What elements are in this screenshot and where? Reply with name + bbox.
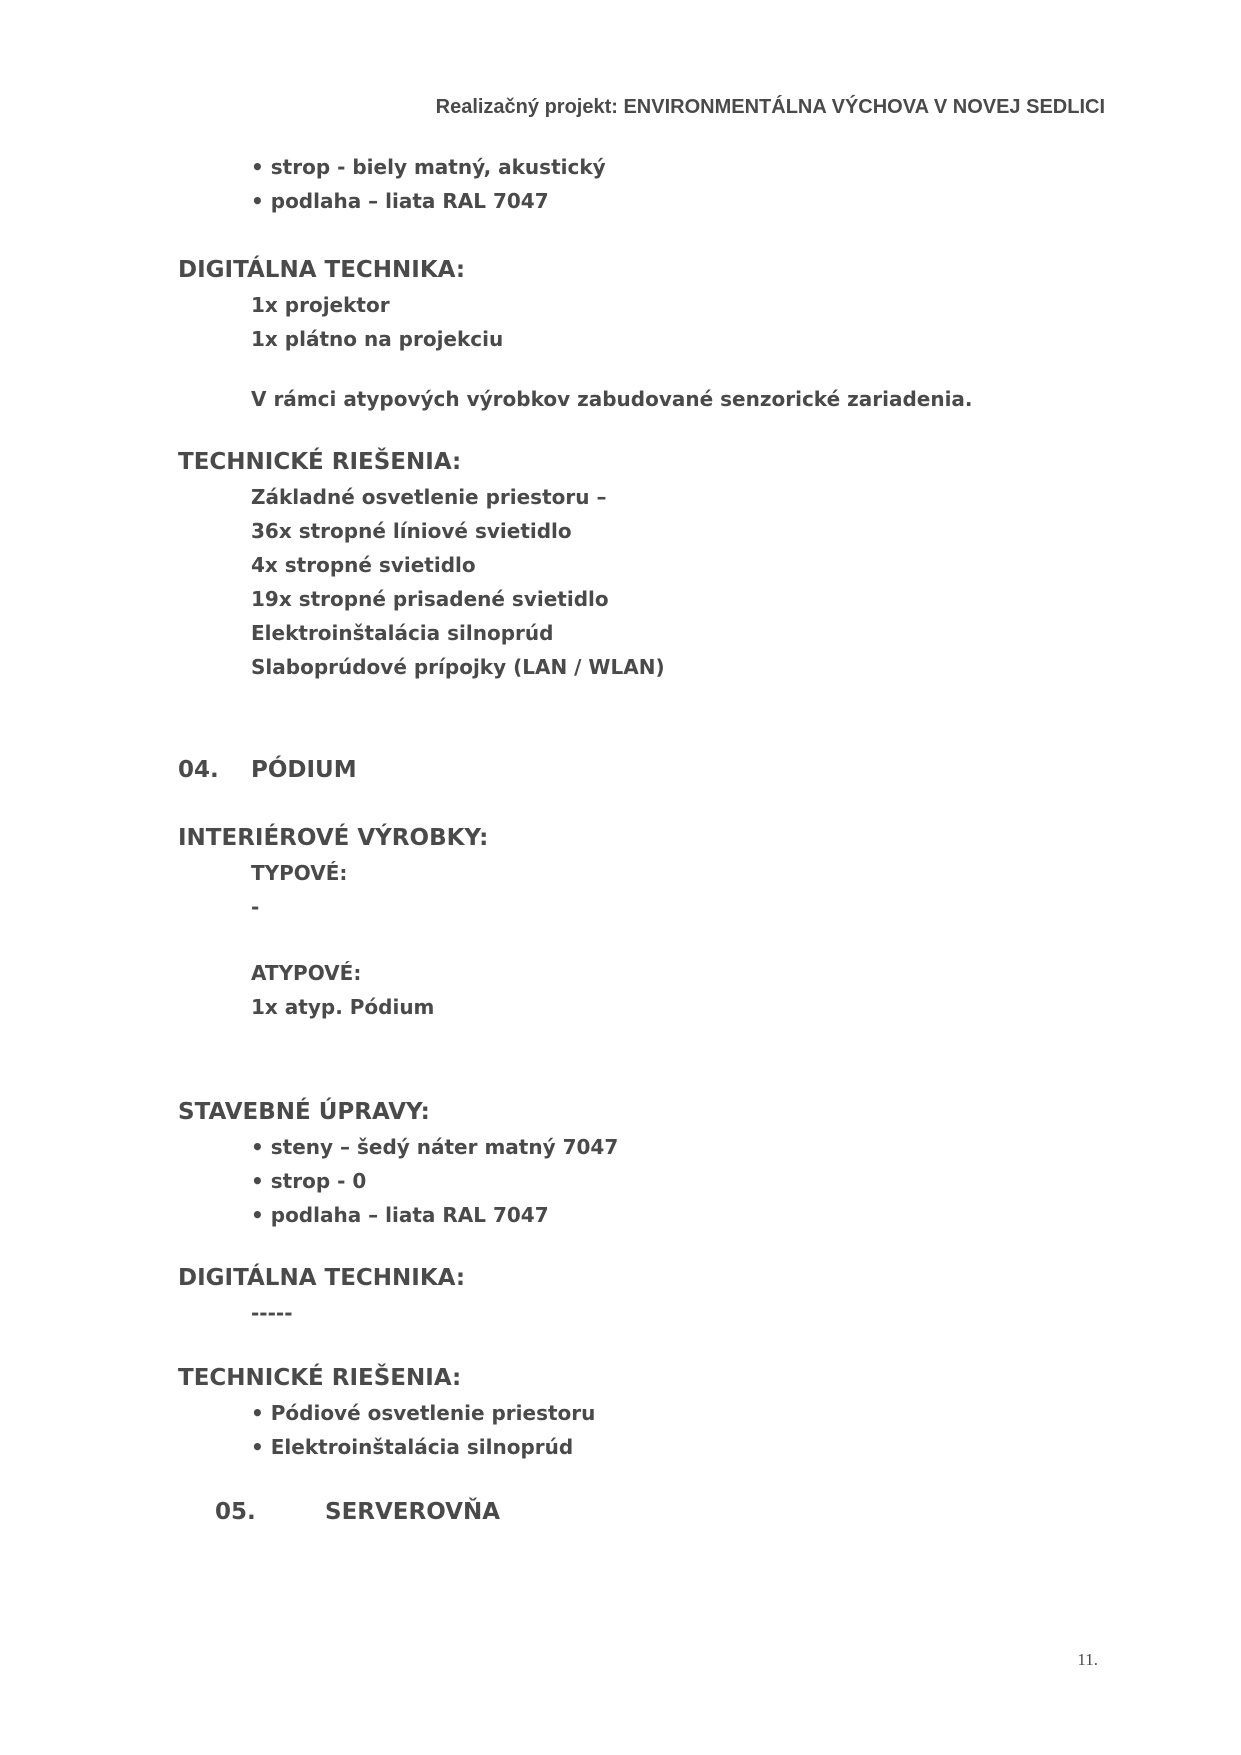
page-number: 11.	[1077, 1650, 1098, 1669]
atypove-value: 1x atyp. Pódium	[251, 995, 435, 1019]
list-item: Elektroinštalácia silnoprúd	[251, 621, 554, 645]
section-heading-technical: TECHNICKÉ RIEŠENIA:	[178, 449, 462, 475]
list-item: • strop - biely matný, akustický	[251, 155, 606, 179]
section-name: PÓDIUM	[251, 757, 357, 783]
list-item: Základné osvetlenie priestoru –	[251, 485, 607, 509]
typove-value: -	[251, 895, 260, 919]
list-item: • steny – šedý náter matný 7047	[251, 1135, 619, 1159]
typove-label: TYPOVÉ:	[251, 861, 348, 885]
list-item: Slaboprúdové prípojky (LAN / WLAN)	[251, 655, 665, 679]
section-title-05	[178, 1494, 1118, 1530]
page-content	[178, 150, 1118, 1530]
page-header: Realizačný projekt: ENVIRONMENTÁLNA VÝCHOVA V NOVEJ SEDLICI	[435, 96, 1105, 118]
list-item: 19x stropné prisadené svietidlo	[251, 587, 609, 611]
list-item: • podlaha – liata RAL 7047	[251, 1203, 549, 1227]
section-number: 04.	[178, 757, 219, 783]
section-heading-interior: INTERIÉROVÉ VÝROBKY:	[178, 825, 489, 851]
list-item: • podlaha – liata RAL 7047	[251, 189, 549, 213]
section-name: SERVEROVŇA	[325, 1499, 500, 1525]
list-item: 36x stropné líniové svietidlo	[251, 519, 572, 543]
list-item: • strop - 0	[251, 1169, 367, 1193]
list-item: 1x plátno na projekciu	[251, 327, 504, 351]
section-number: 05.	[215, 1499, 256, 1525]
atypove-label: ATYPOVÉ:	[251, 961, 362, 985]
section-heading-digital: DIGITÁLNA TECHNIKA:	[178, 257, 466, 283]
list-item: • Elektroinštalácia silnoprúd	[251, 1435, 574, 1459]
section-heading-construction: STAVEBNÉ ÚPRAVY:	[178, 1099, 430, 1125]
list-item: 4x stropné svietidlo	[251, 553, 476, 577]
section-heading-technical: TECHNICKÉ RIEŠENIA:	[178, 1365, 462, 1391]
list-item: 1x projektor	[251, 293, 390, 317]
digital-note: V rámci atypových výrobkov zabudované senzorické zariadenia.	[251, 387, 973, 411]
section-heading-digital: DIGITÁLNA TECHNIKA:	[178, 1265, 466, 1291]
digital-value: -----	[251, 1301, 293, 1325]
list-item: • Pódiové osvetlenie priestoru	[251, 1401, 596, 1425]
section-title-04	[178, 752, 1118, 788]
